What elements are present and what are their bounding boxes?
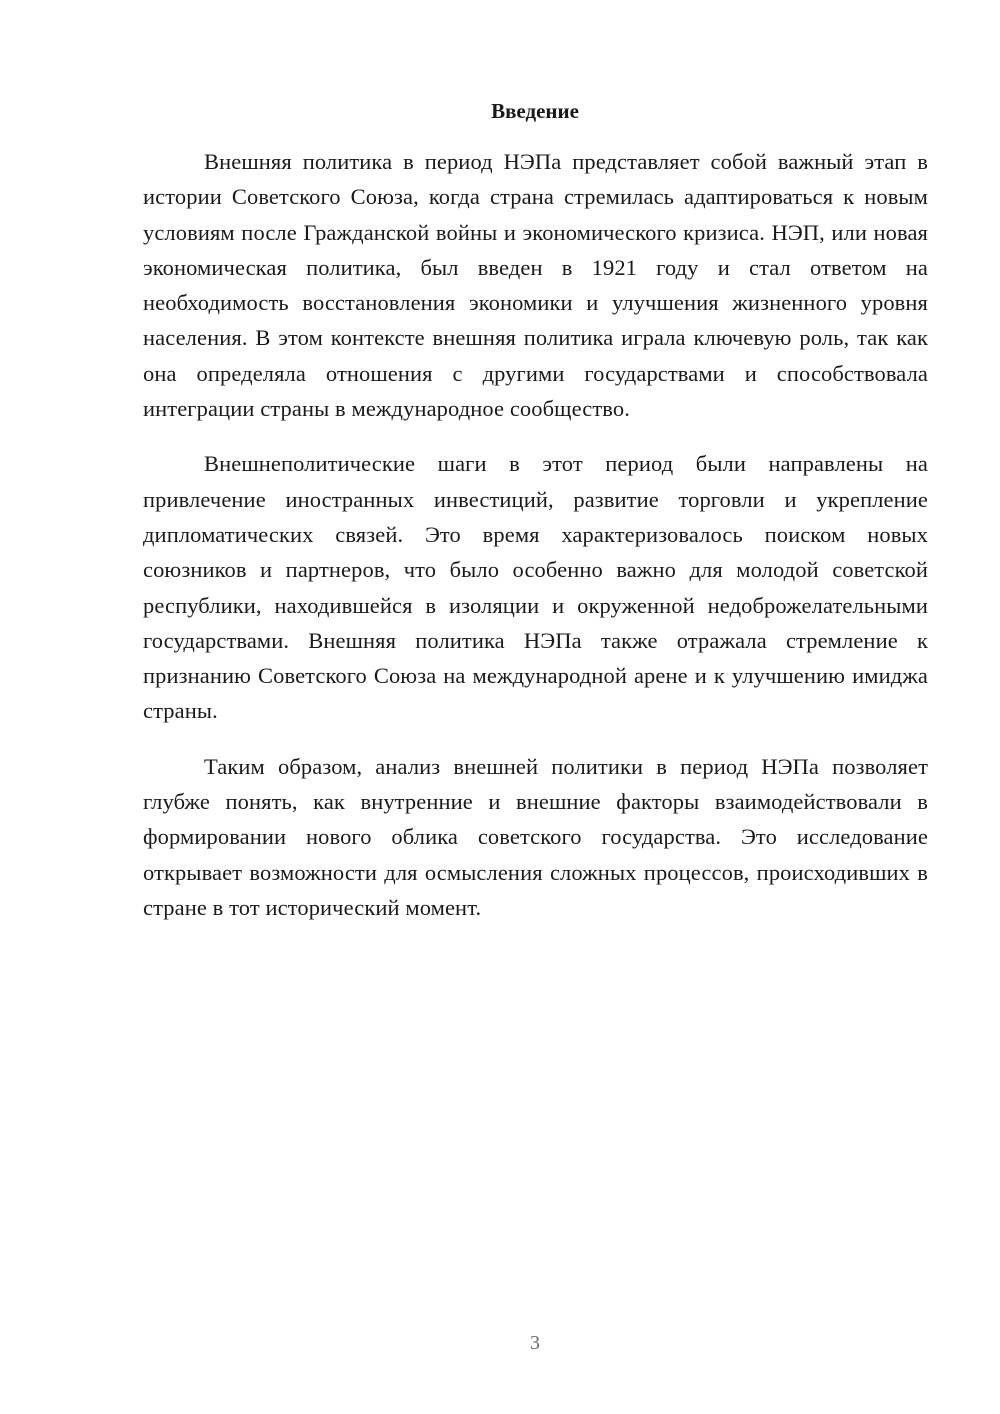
paragraph-1: Внешняя политика в период НЭПа представляет собой важный этап в истории Советского Союза, когда страна стремилась адаптироваться к новым условиям после Гражданской войны и экономического кризиса. НЭП, или новая экономическая политика, был введен в 1921 году и стал ответом на необходимость восстановления экономики и улучшения жизненного уровня населения. В этом контексте внешняя политика играла ключевую роль, так как она определяла отношения с другими государствами и способствовала интеграции страны в международное сообщество. bbox=[143, 149, 928, 422]
paragraph-2: Внешнеполитические шаги в этот период были направлены на привлечение иностранных инвестиций, развитие торговли и укрепление дипломатических связей. Это время характеризовалось поиском новых союзников и партнеров, что было особенно важно для молодой советской республики, находившейся в изоляции и окруженной недоброжелательными государствами. Внешняя политика НЭПа также отражала стремление к признанию Советского Союза на международной арене и к улучшению имиджа страны. bbox=[143, 451, 928, 724]
paragraph-3: Таким образом, анализ внешней политики в период НЭПа позволяет глубже понять, как внутренние и внешние факторы взаимодействовали в формировании нового облика советского государства. Это исследование открывает возможности для осмысления сложных процессов, происходивших в стране в тот исторический момент. bbox=[143, 753, 928, 920]
page-number: 3 bbox=[530, 1332, 540, 1354]
body-text bbox=[143, 144, 928, 945]
section-heading: Введение bbox=[491, 99, 579, 123]
